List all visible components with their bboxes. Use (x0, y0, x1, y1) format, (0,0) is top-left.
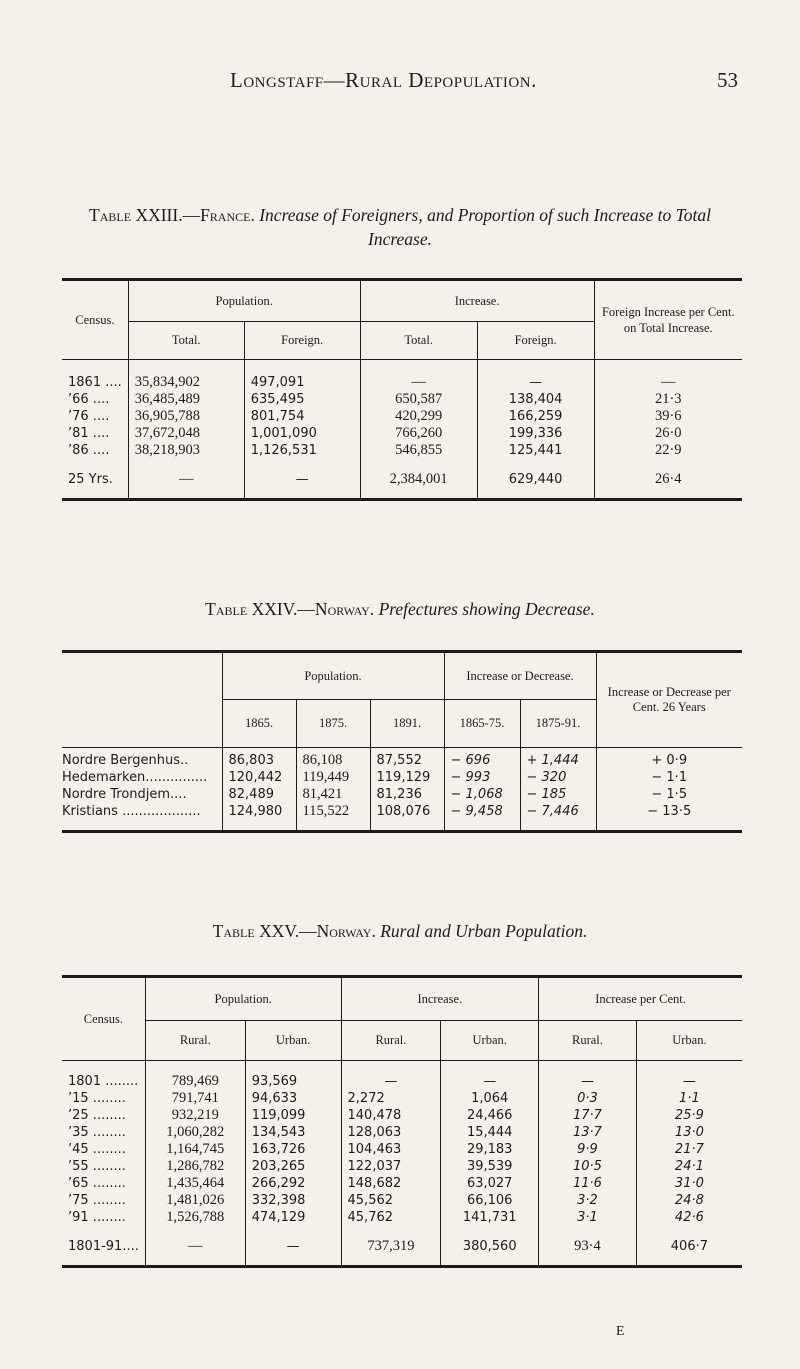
table-cell: 25 Yrs. (68, 472, 113, 487)
table24-title: Prefectures showing Decrease. (378, 599, 595, 619)
table-cell: 1801 ........ (68, 1074, 139, 1089)
table-cell: — (295, 472, 309, 487)
t23-h-foreign-pct: Foreign Increase per Cent. on Total Increase. (594, 280, 742, 360)
table-cell: 39,539 (466, 1159, 513, 1174)
table-cell: 148,682 (347, 1176, 402, 1191)
table-cell: ’66 .... (68, 392, 110, 407)
table-cell: — (661, 374, 676, 390)
t23-col-pct (594, 360, 742, 499)
table-cell: 86,108 (302, 752, 343, 768)
t25-h-pop-urban: Urban. (245, 1021, 341, 1061)
t23-h-inc-total: Total. (360, 322, 477, 360)
table-cell: 24·1 (674, 1159, 704, 1174)
t24-h-p1: 1865-75. (444, 700, 520, 748)
table24-caption (60, 597, 740, 621)
table-cell: 104,463 (347, 1142, 402, 1157)
table-cell: 81,421 (302, 786, 343, 802)
t24-col-p1 (444, 748, 520, 831)
table-cell: ’35 ........ (68, 1125, 126, 1140)
table-cell: + 1,444 (526, 753, 579, 768)
table-cell: 138,404 (508, 392, 563, 407)
table-cell: 650,587 (395, 391, 443, 407)
t25-h-census: Census. (83, 1011, 124, 1026)
table-cell: 199,336 (508, 426, 563, 441)
table-cell: 94,633 (251, 1091, 298, 1106)
table-cell: 17·7 (572, 1108, 602, 1123)
table-cell: 629,440 (508, 472, 563, 487)
table-cell: 332,398 (251, 1193, 306, 1208)
t23-col-census (62, 360, 128, 499)
table-cell: — (286, 1239, 300, 1254)
table-cell: 45,562 (347, 1193, 394, 1208)
table-cell: 24·8 (674, 1193, 704, 1208)
table23 (62, 278, 742, 501)
table-cell: 1,001,090 (250, 426, 317, 441)
t24-h-1891: 1891. (370, 700, 444, 748)
table-cell: ’15 ........ (68, 1091, 126, 1106)
table-cell: 63,027 (466, 1176, 513, 1191)
table-cell: — (188, 1238, 203, 1254)
table-cell: 108,076 (376, 804, 431, 819)
table-cell: 789,469 (171, 1073, 219, 1089)
table-cell: 35,834,902 (134, 374, 200, 390)
table-cell: — (580, 1074, 594, 1089)
table-cell: ’45 ........ (68, 1142, 126, 1157)
t24-h-1865: 1865. (222, 700, 296, 748)
t23-col-pop-total (128, 360, 244, 499)
table-cell: ’91 ........ (68, 1210, 126, 1225)
table-cell: ’86 .... (68, 443, 110, 458)
table-cell: 203,265 (251, 1159, 306, 1174)
table-cell: 737,319 (367, 1238, 415, 1254)
table-cell: 546,855 (395, 442, 443, 458)
table-cell: 635,495 (250, 392, 305, 407)
table-cell: 120,442 (228, 770, 283, 785)
table-cell: 497,091 (250, 375, 305, 390)
table-cell: 81,236 (376, 787, 422, 802)
table-cell: 2,384,001 (389, 471, 448, 487)
table23-caption (60, 203, 740, 251)
table-cell: 26·0 (654, 425, 682, 441)
t24-col-name (62, 748, 222, 831)
table-cell: 1·1 (679, 1091, 700, 1106)
table-cell: 13·0 (674, 1125, 704, 1140)
table-cell: 86,803 (228, 753, 274, 768)
t25-h-pop-rural: Rural. (145, 1021, 245, 1061)
t25-h-inc-urban: Urban. (441, 1021, 539, 1061)
table-cell: 119,099 (251, 1108, 306, 1123)
t23-h-inc-foreign: Foreign. (477, 322, 594, 360)
t23-col-inc-foreign (477, 360, 594, 499)
table-cell: 66,106 (466, 1193, 513, 1208)
table-cell: 25·9 (674, 1108, 704, 1123)
table-cell: — (483, 1074, 497, 1089)
table-cell: 24,466 (466, 1108, 513, 1123)
table-cell: 1,481,026 (166, 1192, 225, 1208)
table-cell: 39·6 (654, 408, 682, 424)
t25-col-pct-urban (636, 1061, 742, 1266)
table-cell: Nordre Trondjem.... (62, 787, 187, 802)
table-cell: 2,272 (347, 1091, 385, 1106)
table-cell: 1861 .... (68, 375, 122, 390)
table-cell: 766,260 (395, 425, 443, 441)
table-cell: ’25 ........ (68, 1108, 126, 1123)
table-cell: ’65 ........ (68, 1176, 126, 1191)
table-cell: 1,060,282 (166, 1124, 225, 1140)
table-cell: — (682, 1074, 696, 1089)
table-cell: 21·3 (654, 391, 682, 407)
table-cell: 932,219 (171, 1107, 219, 1123)
table-cell: 22·9 (654, 442, 682, 458)
table-cell: 124,980 (228, 804, 283, 819)
t25-col-pct-rural (539, 1061, 637, 1266)
table24-label: Table XXIV.—Norway. (205, 599, 375, 619)
table-cell: 1,435,464 (166, 1175, 225, 1191)
t25-h-increase: Increase. (341, 977, 539, 1021)
table-cell: 406·7 (670, 1239, 708, 1254)
t23-col-inc-total (360, 360, 477, 499)
t24-h-p2: 1875-91. (520, 700, 596, 748)
t23-h-increase: Increase. (360, 280, 594, 322)
table-cell: 45,762 (347, 1210, 394, 1225)
table-cell: − 993 (450, 770, 491, 785)
table-cell: 13·7 (572, 1125, 602, 1140)
table-cell: 128,063 (347, 1125, 402, 1140)
table-cell: ’55 ........ (68, 1159, 126, 1174)
t25-col-pop-urban (245, 1061, 341, 1266)
table-cell: 791,741 (171, 1090, 219, 1106)
table-cell: 36,485,489 (134, 391, 200, 407)
table-cell: 141,731 (462, 1210, 517, 1225)
t25-h-pct-urban: Urban. (636, 1021, 742, 1061)
table-cell: 82,489 (228, 787, 274, 802)
table-cell: 0·3 (577, 1091, 598, 1106)
t23-h-population: Population. (128, 280, 360, 322)
t25-h-inc-rural: Rural. (341, 1021, 441, 1061)
table-cell: + 0·9 (651, 753, 688, 768)
t25-h-pct-rural: Rural. (539, 1021, 637, 1061)
t25-h-increase-pct: Increase per Cent. (539, 977, 742, 1021)
table-cell: 36,905,788 (134, 408, 200, 424)
table-cell: 166,259 (508, 409, 563, 424)
table-cell: — (411, 374, 426, 390)
t23-h-pop-foreign: Foreign. (244, 322, 360, 360)
table-cell: — (529, 375, 543, 390)
table-cell: 21·7 (674, 1142, 704, 1157)
t25-col-inc-urban (441, 1061, 539, 1266)
table-cell: − 320 (526, 770, 567, 785)
table-cell: 1,126,531 (250, 443, 317, 458)
table-cell: 1,164,745 (166, 1141, 225, 1157)
table-cell: 801,754 (250, 409, 305, 424)
t23-h-census: Census. (75, 312, 115, 327)
t24-h-population: Population. (222, 652, 444, 700)
table-cell: — (384, 1074, 398, 1089)
t24-h-1875: 1875. (296, 700, 370, 748)
t25-col-pop-rural (145, 1061, 245, 1266)
table-cell: 37,672,048 (134, 425, 200, 441)
table-cell: 122,037 (347, 1159, 402, 1174)
table-cell: − 9,458 (450, 804, 503, 819)
table-cell: — (178, 471, 194, 487)
t25-col-census (62, 1061, 145, 1266)
t23-h-pop-total: Total. (128, 322, 244, 360)
t24-col-1875 (296, 748, 370, 831)
table-cell: 87,552 (376, 753, 422, 768)
page-header (0, 68, 800, 98)
table23-title: Increase of Foreigners, and Proportion of such Increase to Total Increase. (259, 205, 711, 249)
table-cell: Nordre Bergenhus.. (62, 753, 189, 768)
table-cell: 26·4 (654, 471, 682, 487)
table-cell: Kristians ................... (62, 804, 201, 819)
table-cell: 266,292 (251, 1176, 306, 1191)
table25-title: Rural and Urban Population. (380, 921, 588, 941)
table-cell: 93·4 (574, 1238, 601, 1254)
table-cell: 3·2 (577, 1193, 598, 1208)
table-cell: 163,726 (251, 1142, 306, 1157)
table25-caption (60, 919, 740, 943)
table23-label: Table XXIII.—France. (89, 205, 255, 225)
table-cell: 1,526,788 (166, 1209, 225, 1225)
page-number: 53 (717, 68, 738, 92)
table-cell: 3·1 (577, 1210, 598, 1225)
table-cell: Hedemarken............... (62, 770, 208, 785)
table-cell: ’75 ........ (68, 1193, 126, 1208)
table-cell: 134,543 (251, 1125, 306, 1140)
table25 (62, 975, 742, 1268)
table-cell: 42·6 (674, 1210, 704, 1225)
table-cell: 1801-91.... (68, 1239, 139, 1254)
table-cell: 9·9 (577, 1142, 598, 1157)
table-cell: 1,064 (471, 1091, 509, 1106)
t24-col-1865 (222, 748, 296, 831)
t24-col-pct (596, 748, 742, 831)
t24-col-1891 (370, 748, 444, 831)
t25-h-population: Population. (145, 977, 341, 1021)
running-head: Longstaff—Rural Depopulation. (230, 68, 537, 92)
table-cell: 1,286,782 (166, 1158, 225, 1174)
table-cell: − 1·1 (651, 770, 688, 785)
table-cell: − 1·5 (651, 787, 688, 802)
signature-mark: E (616, 1324, 625, 1339)
table-cell: − 1,068 (450, 787, 503, 802)
table25-label: Table XXV.—Norway. (212, 921, 376, 941)
table-cell: − 7,446 (526, 804, 579, 819)
t25-col-inc-rural (341, 1061, 441, 1266)
table-cell: 29,183 (466, 1142, 513, 1157)
t24-h-name (62, 652, 222, 748)
t24-h-change: Increase or Decrease. (444, 652, 596, 700)
t24-h-pct: Increase or Decrease per Cent. 26 Years (596, 652, 742, 748)
table-cell: 119,129 (376, 770, 431, 785)
table-cell: 420,299 (395, 408, 443, 424)
table-cell: 380,560 (462, 1239, 517, 1254)
table-cell: 15,444 (466, 1125, 513, 1140)
table-cell: − 185 (526, 787, 567, 802)
table-cell: ’76 .... (68, 409, 110, 424)
table-cell: 140,478 (347, 1108, 402, 1123)
table-cell: 11·6 (572, 1176, 602, 1191)
table-cell: − 13·5 (647, 804, 692, 819)
t24-col-p2 (520, 748, 596, 831)
table-cell: 93,569 (251, 1074, 298, 1089)
table-cell: 31·0 (674, 1176, 704, 1191)
table-cell: 115,522 (302, 803, 350, 819)
t23-col-pop-foreign (244, 360, 360, 499)
table-cell: ’81 .... (68, 426, 110, 441)
table-cell: 10·5 (572, 1159, 602, 1174)
table-cell: 125,441 (508, 443, 563, 458)
table-cell: 119,449 (302, 769, 350, 785)
table-cell: 38,218,903 (134, 442, 200, 458)
table24 (62, 650, 742, 833)
table-cell: 474,129 (251, 1210, 306, 1225)
table-cell: − 696 (450, 753, 491, 768)
